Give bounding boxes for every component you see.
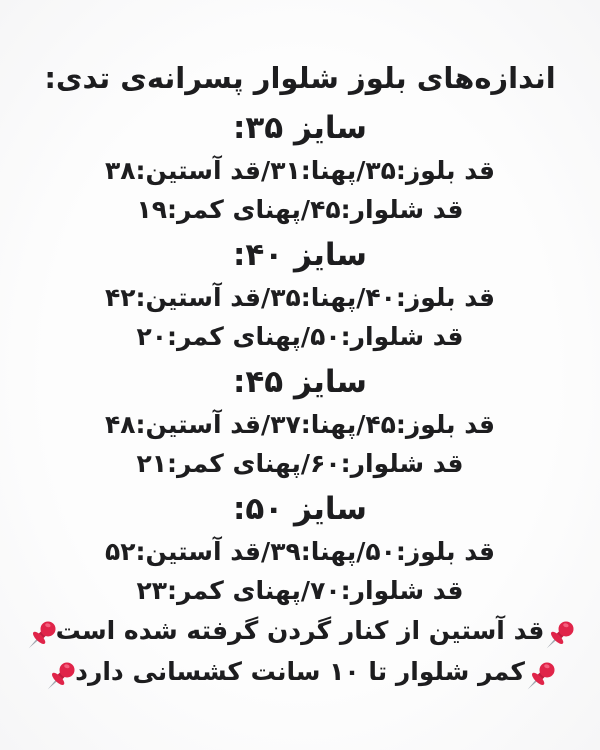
note-sleeve-measurement	[0, 610, 600, 651]
pushpin-icon	[41, 658, 79, 696]
pushpin-icon	[540, 617, 578, 655]
blouse-measurements: قد بلوز:۴۰/پهنا:۳۵/قد آستین:۴۲	[104, 283, 496, 312]
pants-measurements: قد شلوار:۶۰/پهنای کمر:۲۱	[136, 449, 464, 478]
size-header: سایز ۳۵:	[232, 110, 368, 146]
pants-measurements: قد شلوار:۷۰/پهنای کمر:۲۳	[136, 576, 464, 605]
pushpin-icon	[22, 617, 60, 655]
size-header: سایز ۵۰:	[232, 491, 368, 527]
note-text: قد آستین از کنار گردن گرفته شده است	[55, 616, 545, 645]
note-waist-elastic	[0, 651, 600, 692]
size-section-50	[0, 486, 600, 610]
pants-measurements: قد شلوار:۵۰/پهنای کمر:۲۰	[136, 322, 464, 351]
blouse-measurements: قد بلوز:۵۰/پهنا:۳۹/قد آستین:۵۲	[104, 537, 496, 566]
size-section-35	[0, 105, 600, 229]
size-section-45	[0, 359, 600, 483]
size-header: سایز ۴۰:	[232, 237, 368, 273]
note-text: کمر شلوار تا ۱۰ سانت کشسانی دارد	[75, 657, 525, 686]
pushpin-icon	[521, 658, 559, 696]
blouse-measurements: قد بلوز:۳۵/پهنا:۳۱/قد آستین:۳۸	[104, 156, 496, 185]
page-title: اندازه‌های بلوز شلوار پسرانه‌ی تدی:	[44, 61, 556, 95]
size-header: سایز ۴۵:	[232, 364, 368, 400]
blouse-measurements: قد بلوز:۴۵/پهنا:۳۷/قد آستین:۴۸	[104, 410, 496, 439]
pants-measurements: قد شلوار:۴۵/پهنای کمر:۱۹	[136, 195, 464, 224]
size-section-40	[0, 232, 600, 356]
